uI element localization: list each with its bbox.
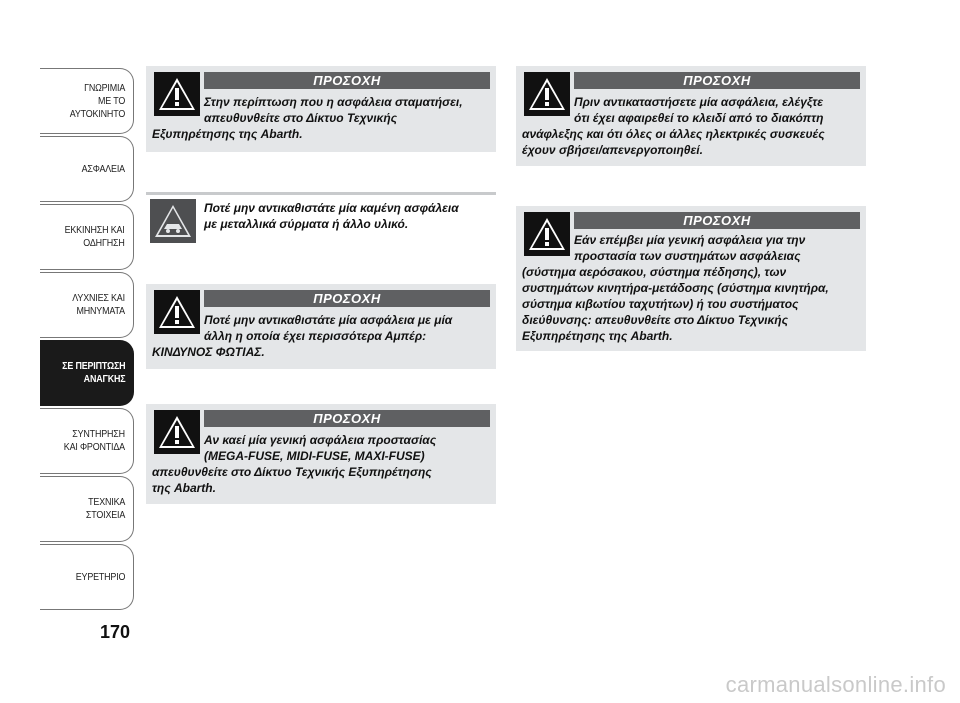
warning-text-cont: ΚΙΝΔΥΝΟΣ ΦΩΤΙΑΣ.	[152, 345, 265, 359]
tab-maintenance[interactable]	[40, 408, 134, 474]
warning-banner: ΠΡΟΣΟΧΗ	[574, 72, 860, 89]
warning-box	[146, 404, 496, 504]
warning-text: Αν καεί μία γενική ασφάλεια προστασίας (MEGA-FUSE, MIDI-FUSE, MAXI-FUSE)	[204, 433, 437, 463]
tab-warning-lights[interactable]	[40, 272, 134, 338]
tab-label: ΣΥΝΤΗΡΗΣΗ ΚΑΙ ΦΡΟΝΤΙΔΑ	[63, 428, 125, 453]
note-divider	[146, 192, 496, 195]
note-text: Ποτέ μην αντικαθιστάτε μία καμένη ασφάλεια με μεταλλικά σύρματα ή άλλο υλικό.	[204, 201, 459, 231]
tab-label: ΓΝΩΡΙΜΙΑ ΜΕ ΤΟ ΑΥΤΟΚΙΝΗΤΟ	[69, 81, 125, 120]
tab-label: ΛΥΧΝΙΕΣ ΚΑΙ ΜΗΝΥΜΑΤΑ	[72, 292, 125, 317]
warning-text-cont: Εξυπηρέτησης της Abarth.	[152, 127, 303, 141]
warning-banner: ΠΡΟΣΟΧΗ	[204, 410, 490, 427]
page-number: 170	[100, 622, 131, 642]
warning-text-cont: απευθυνθείτε στο Δίκτυο Τεχνικής Εξυπηρέτησης της Abarth.	[152, 465, 432, 495]
warning-text-cont: (σύστημα αερόσακου, σύστημα πέδησης), των συστημάτων κινητήρα-μετάδοσης (σύστημα κινητήρα, σύστημα κιβωτίου ταχυτήτων) ή του συστήματος διεύθυνσης: απευθυνθείτε στο Δίκτυο Τεχνικής Εξυπηρέτησης της Abarth.	[522, 265, 829, 343]
warning-triangle-icon	[154, 290, 200, 334]
tab-safety[interactable]	[40, 136, 134, 202]
tab-label: ΤΕΧΝΙΚΑ ΣΤΟΙΧΕΙΑ	[85, 496, 125, 521]
warning-text: Ποτέ μην αντικαθιστάτε μία ασφάλεια με μία άλλη η οποία έχει περισσότερα Αμπέρ:	[204, 313, 453, 343]
tab-label: ΑΣΦΑΛΕΙΑ	[81, 162, 125, 175]
tab-index[interactable]	[40, 544, 134, 610]
warning-text: Εάν επέμβει μία γενική ασφάλεια για την προστασία των συστημάτων ασφάλειας	[574, 233, 806, 263]
warning-text: Στην περίπτωση που η ασφάλεια σταματήσει, απευθυνθείτε στο Δίκτυο Τεχνικής	[204, 95, 463, 125]
warning-triangle-icon	[524, 72, 570, 116]
warning-box	[516, 66, 866, 166]
tab-label: ΣΕ ΠΕΡΙΠΤΩΣΗ ΑΝΑΓΚΗΣ	[61, 360, 125, 385]
watermark: carmanualsonline.info	[725, 672, 946, 697]
warning-box	[516, 206, 866, 351]
warning-banner: ΠΡΟΣΟΧΗ	[204, 290, 490, 307]
warning-triangle-icon	[154, 410, 200, 454]
tab-emergency[interactable]	[40, 340, 134, 406]
tab-label: ΕΚΚΙΝΗΣΗ ΚΑΙ ΟΔΗΓΗΣΗ	[64, 224, 125, 249]
warning-banner: ΠΡΟΣΟΧΗ	[204, 72, 490, 89]
warning-triangle-icon	[154, 72, 200, 116]
tab-technical-data[interactable]	[40, 476, 134, 542]
warning-box	[146, 284, 496, 369]
tab-label: ΕΥΡΕΤΗΡΙΟ	[75, 570, 125, 583]
warning-box	[146, 66, 496, 152]
warning-banner: ΠΡΟΣΟΧΗ	[574, 212, 860, 229]
car-caution-icon	[150, 199, 196, 243]
tab-starting-driving[interactable]	[40, 204, 134, 270]
warning-triangle-icon	[524, 212, 570, 256]
warning-text-cont: ανάφλεξης και ότι όλες οι άλλες ηλεκτρικές συσκευές έχουν σβήσει/απενεργοποιηθεί.	[522, 127, 825, 157]
tab-getting-to-know[interactable]	[40, 68, 134, 134]
warning-text: Πριν αντικαταστήσετε μία ασφάλεια, ελέγξτε ότι έχει αφαιρεθεί το κλειδί από το διακόπτη	[574, 95, 824, 125]
